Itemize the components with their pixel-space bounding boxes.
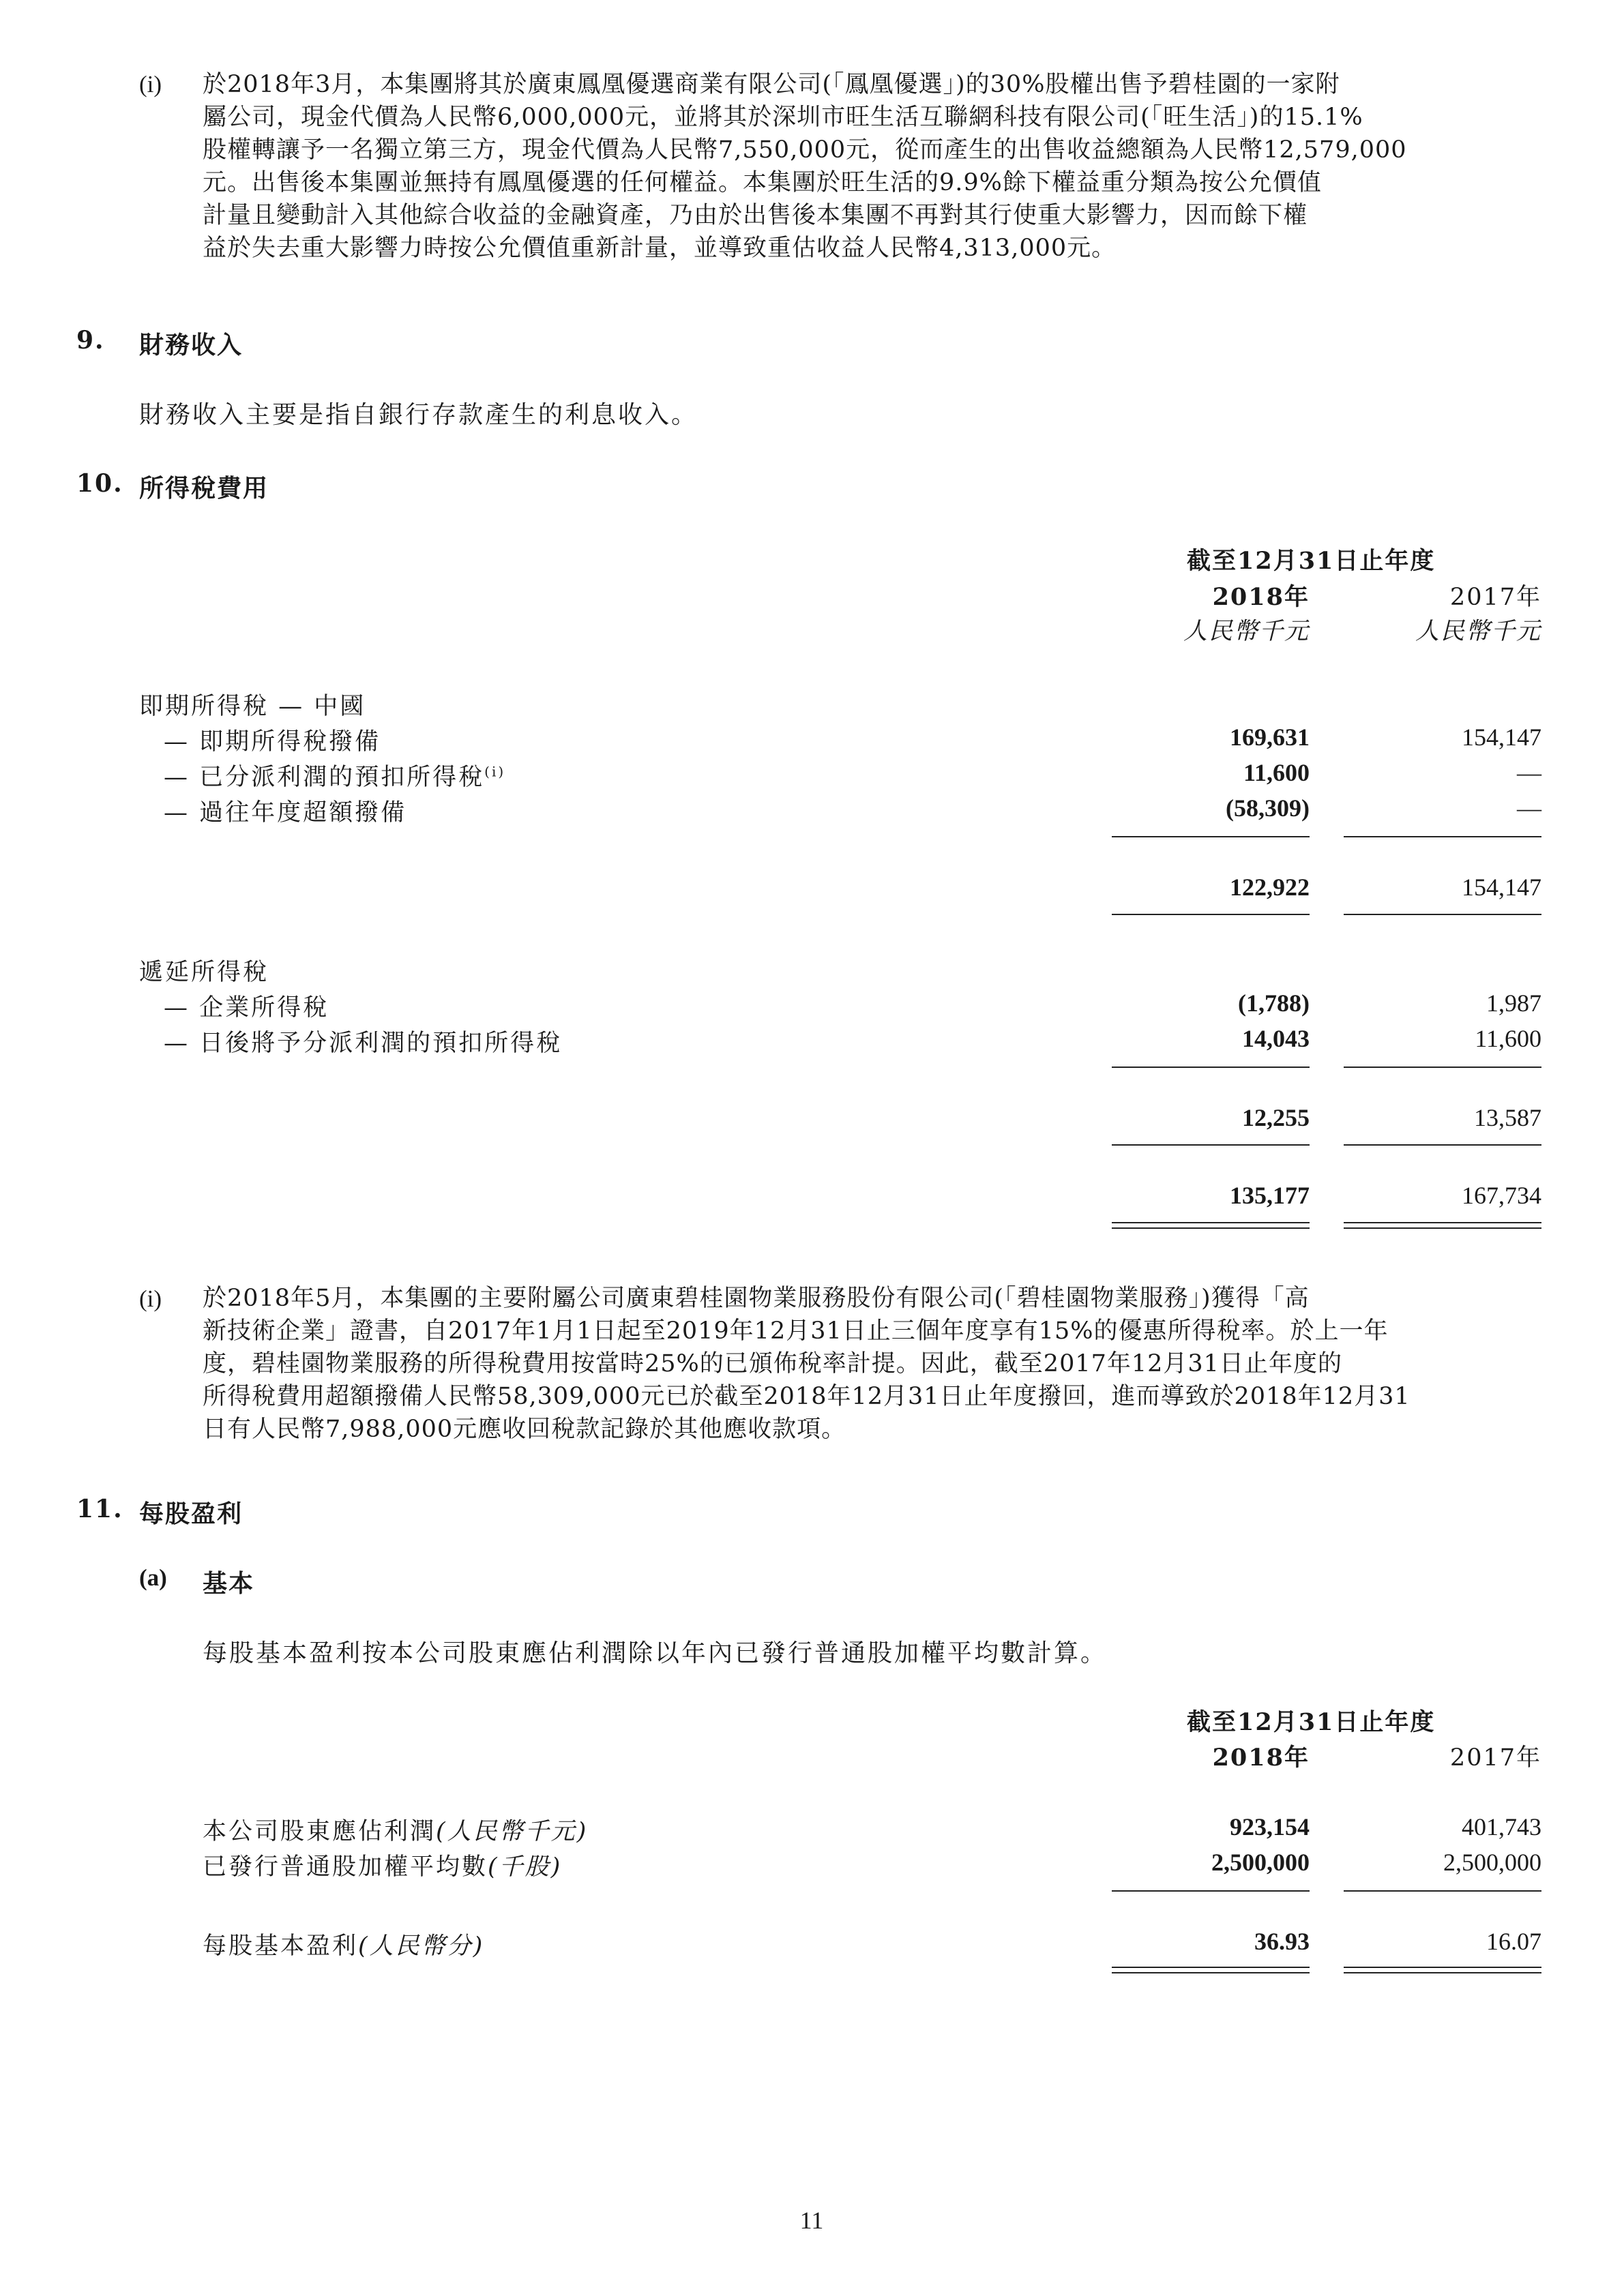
tax-footnote-marker: (i) [139, 1285, 162, 1312]
tax-total-2017: 167,734 [1462, 1182, 1541, 1209]
note-8-line: 益於失去重大影響力時按公允價值重新計量，並導致重估收益人民幣4,313,000元。 [203, 235, 1117, 262]
eps-row-2017: 401,743 [1462, 1813, 1541, 1840]
eps-row-2018: 923,154 [1230, 1813, 1310, 1840]
double-rule [1112, 1972, 1310, 1973]
eps-row-unit: (千股) [488, 1853, 563, 1881]
double-rule [1344, 1227, 1541, 1229]
footnote-ref: (i) [484, 763, 506, 780]
current-tax-row-2017: 154,147 [1462, 724, 1541, 751]
rule [1112, 1890, 1310, 1892]
section-9-title: 財務收入 [139, 331, 243, 359]
rule [1344, 914, 1541, 915]
rule [1112, 836, 1310, 837]
section-9-text: 財務收入主要是指自銀行存款產生的利息收入。 [139, 401, 698, 429]
eps-row-label-text: 本公司股東應佔利潤 [203, 1818, 437, 1845]
eps-row-2018: 2,500,000 [1211, 1849, 1310, 1876]
eps-result-label [203, 1927, 484, 1961]
note-8-line: 股權轉讓予一名獨立第三方，現金代價為人民幣7,550,000元，從而產生的出售收益總額為人民幣12,579,000 [203, 136, 1407, 164]
current-tax-row-label: — 即期所得稅撥備 [164, 728, 381, 756]
eps-row-label [203, 1813, 588, 1847]
section-9-number: 9. [76, 326, 105, 355]
rule [1344, 1890, 1541, 1892]
eps-result-2018: 36.93 [1254, 1928, 1310, 1955]
deferred-tax-row-label: — 日後將予分派利潤的預扣所得稅 [164, 1030, 563, 1057]
tax-footnote-paragraph [203, 1282, 1560, 1446]
note-8-line: 屬公司，現金代價為人民幣6,000,000元，並將其於深圳市旺生活互聯網科技有限公司(「旺生活」)的15.1% [203, 104, 1363, 131]
tax-unit-prior: 人民幣千元 [1415, 618, 1541, 645]
current-tax-row-2018: 11,600 [1243, 759, 1310, 786]
current-tax-row-2018: (58,309) [1226, 794, 1310, 822]
double-rule [1344, 1972, 1541, 1973]
deferred-tax-row-2018: (1,788) [1238, 989, 1310, 1017]
current-tax-heading: 即期所得稅 — 中國 [139, 693, 366, 720]
eps-row-unit: (人民幣千元) [436, 1818, 589, 1845]
double-rule [1344, 1222, 1541, 1223]
note-8-marker: (i) [139, 71, 162, 98]
eps-year-current: 2018年 [1212, 1744, 1310, 1772]
rule [1112, 1067, 1310, 1068]
double-rule [1344, 1967, 1541, 1968]
eps-row-label [203, 1848, 562, 1882]
tax-footnote-line: 所得稅費用超額撥備人民幣58,309,000元已於截至2018年12月31日止年度撥回，進而導致於2018年12月31 [203, 1383, 1411, 1410]
eps-row-2017: 2,500,000 [1443, 1849, 1541, 1876]
double-rule [1112, 1967, 1310, 1968]
section-11-text: 每股基本盈利按本公司股東應佔利潤除以年內已發行普通股加權平均數計算。 [203, 1639, 1108, 1667]
tax-footnote-line: 新技術企業」證書，自2017年1月1日起至2019年12月31日止三個年度享有15%的優惠所得稅率。於上一年 [203, 1317, 1389, 1345]
eps-period-header: 截至12月31日止年度 [1187, 1708, 1436, 1736]
section-11-title: 每股盈利 [139, 1500, 243, 1528]
current-tax-row-label: — 過往年度超額撥備 [164, 799, 407, 826]
tax-unit-current: 人民幣千元 [1183, 618, 1310, 645]
current-tax-row-2017: — [1517, 794, 1541, 822]
current-tax-subtotal-2017: 154,147 [1462, 874, 1541, 901]
deferred-tax-heading: 遞延所得稅 [139, 959, 269, 986]
eps-result-label-text: 每股基本盈利 [203, 1933, 359, 1960]
eps-result-2017: 16.07 [1486, 1928, 1541, 1955]
tax-footnote-line: 日有人民幣7,988,000元應收回稅款記錄於其他應收款項。 [203, 1416, 846, 1443]
current-tax-subtotal-2018: 122,922 [1230, 874, 1310, 901]
page-number: 11 [799, 2207, 824, 2234]
withholding-tax-row [164, 758, 505, 792]
deferred-tax-subtotal-2017: 13,587 [1474, 1104, 1541, 1131]
section-11-number: 11. [76, 1495, 123, 1523]
deferred-tax-row-2018: 14,043 [1242, 1025, 1310, 1052]
tax-year-current: 2018年 [1212, 583, 1310, 611]
eps-result-unit: (人民幣分) [358, 1933, 485, 1960]
rule [1112, 914, 1310, 915]
double-rule [1112, 1222, 1310, 1223]
current-tax-row-label: — 已分派利潤的預扣所得稅 [164, 764, 485, 791]
double-rule [1112, 1227, 1310, 1229]
tax-footnote-line: 度，碧桂園物業服務的所得稅費用按當時25%的已頒佈稅率計提。因此，截至2017年12月31日止年度的 [203, 1350, 1342, 1377]
tax-year-prior: 2017年 [1449, 584, 1541, 611]
note-8-line: 計量且變動計入其他綜合收益的金融資產，乃由於出售後本集團不再對其行使重大影響力，因而餘下權 [203, 202, 1308, 229]
eps-year-prior: 2017年 [1449, 1744, 1541, 1772]
tax-period-header: 截至12月31日止年度 [1187, 547, 1436, 575]
tax-footnote-line: 於2018年5月，本集團的主要附屬公司廣東碧桂園物業服務股份有限公司(「碧桂園物業服務」)獲得「高 [203, 1285, 1310, 1312]
deferred-tax-row-2017: 1,987 [1486, 989, 1541, 1017]
deferred-tax-row-label: — 企業所得稅 [164, 994, 329, 1022]
rule [1112, 1144, 1310, 1146]
section-10-title: 所得稅費用 [139, 474, 269, 503]
tax-total-2018: 135,177 [1230, 1182, 1310, 1209]
section-10-number: 10. [76, 469, 123, 498]
note-8-line: 元。出售後本集團並無持有鳳凰優選的任何權益。本集團於旺生活的9.9%餘下權益重分類為按公允價值 [203, 169, 1322, 196]
note-8-paragraph [203, 68, 1560, 265]
rule [1344, 1067, 1541, 1068]
deferred-tax-row-2017: 11,600 [1475, 1025, 1541, 1052]
current-tax-row-2017: — [1517, 759, 1541, 786]
section-11a-marker: (a) [139, 1564, 167, 1591]
current-tax-row-2018: 169,631 [1230, 724, 1310, 751]
rule [1344, 1144, 1541, 1146]
deferred-tax-subtotal-2018: 12,255 [1242, 1104, 1310, 1131]
note-8-line: 於2018年3月，本集團將其於廣東鳳凰優選商業有限公司(「鳳凰優選」)的30%股權出售予碧桂園的一家附 [203, 71, 1340, 98]
rule [1344, 836, 1541, 837]
section-11a-title: 基本 [203, 1569, 255, 1598]
eps-row-label-text: 已發行普通股加權平均數 [203, 1853, 488, 1881]
